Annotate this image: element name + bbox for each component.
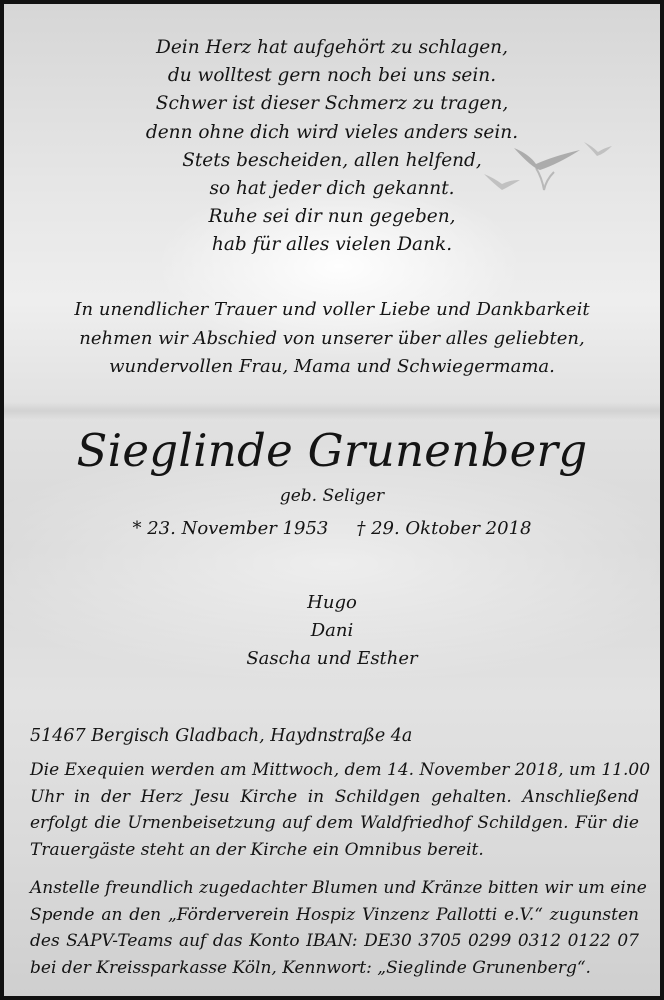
maiden-name: geb. Seliger	[279, 486, 385, 506]
poem-line: so hat jeder dich gekannt.	[209, 178, 455, 200]
donation-line: des SAPV-Teams auf das Konto IBAN: DE30 3705 0299 0312 0122 07	[30, 931, 639, 951]
mourner-name: Hugo	[307, 592, 357, 613]
death-date: † 29. Oktober 2018	[356, 518, 532, 539]
mourner-name: Dani	[310, 620, 354, 641]
donation-line: bei der Kreissparkasse Köln, Kennwort: „Sieglinde Grunenberg“.	[30, 957, 591, 978]
service-line: erfolgt die Urnenbeisetzung auf dem Waldfriedhof Schildgen. Für die	[30, 813, 639, 833]
intro-line: wundervollen Frau, Mama und Schwiegermama.	[109, 356, 555, 377]
donation-line: Anstelle freundlich zugedachter Blumen und Kränze bitten wir um eine	[30, 878, 647, 898]
birth-date: * 23. November 1953	[132, 518, 329, 539]
donation-line: Spende an den „Förderverein Hospiz Vinzenz Pallotti e.V.“ zugunsten	[30, 904, 639, 925]
poem-line: du wolltest gern noch bei uns sein.	[167, 65, 497, 87]
service-line: Uhr in der Herz Jesu Kirche in Schildgen gehalten. Anschließend	[30, 786, 639, 807]
intro-line: nehmen wir Abschied von unserer über alles geliebten,	[79, 327, 585, 349]
mourners-list	[4, 589, 660, 673]
poem-line: Dein Herz hat aufgehört zu schlagen,	[156, 37, 508, 58]
service-line: Trauergäste steht an der Kirche ein Omnibus bereit.	[30, 839, 484, 860]
service-details	[30, 757, 651, 863]
deceased-name: Sieglinde Grunenberg	[76, 424, 588, 477]
poem-line: Ruhe sei dir nun gegeben,	[208, 206, 456, 228]
service-line: Die Exequien werden am Mittwoch, dem 14. November 2018, um 11.00	[30, 760, 651, 780]
life-dates	[4, 516, 660, 542]
family-address: 51467 Bergisch Gladbach, Haydnstraße 4a	[30, 726, 413, 746]
poem-line: Schwer ist dieser Schmerz zu tragen,	[155, 93, 509, 115]
farewell-intro	[4, 296, 660, 382]
intro-line: In unendlicher Trauer und voller Liebe und Dankbarkeit	[74, 299, 590, 320]
memorial-poem	[4, 34, 660, 260]
donation-request	[30, 875, 647, 981]
poem-line: hab für alles vielen Dank.	[211, 234, 453, 256]
poem-line: denn ohne dich wird vieles anders sein.	[145, 121, 519, 143]
poem-line: Stets bescheiden, allen helfend,	[182, 149, 482, 171]
mourner-name: Sascha und Esther	[246, 648, 418, 669]
